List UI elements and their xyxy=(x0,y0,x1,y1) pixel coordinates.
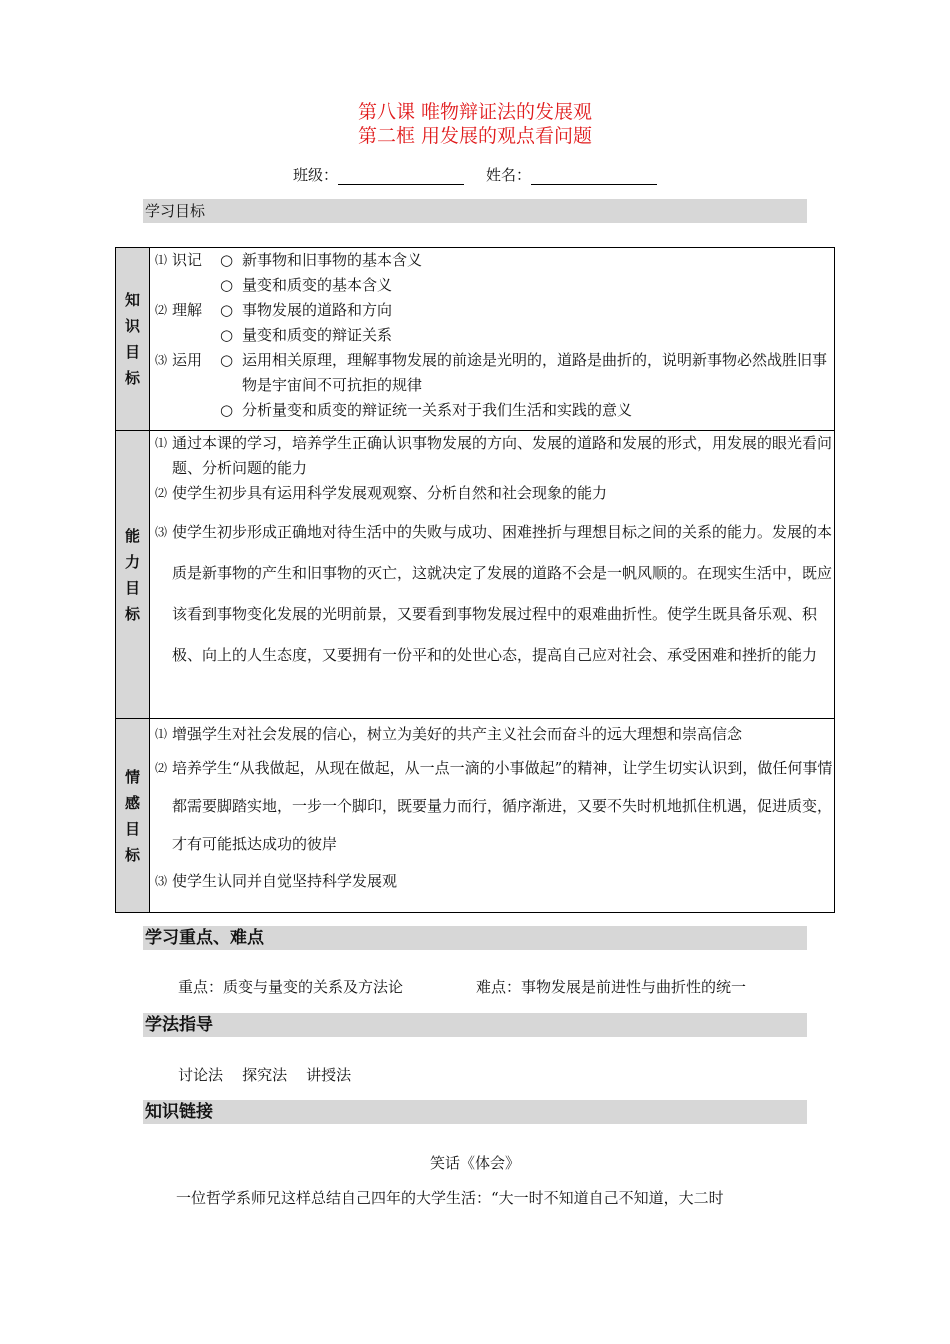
method-list: 讨论法 探究法 讲授法 xyxy=(178,1066,352,1084)
key-point-focus: 重点：质变与量变的关系及方法论 xyxy=(178,978,404,996)
class-label: 班级： xyxy=(292,166,338,184)
circle-bullet-icon: ○ xyxy=(220,401,234,419)
class-blank[interactable] xyxy=(338,168,464,185)
list-item: ○ 分析量变和质变的辩证统一关系对于我们生活和实践的意义 xyxy=(150,398,834,423)
circle-bullet-icon: ○ xyxy=(220,301,234,319)
list-item: ⑵ 使学生初步具有运用科学发展观观察、分析自然和社会现象的能力 xyxy=(154,484,608,502)
list-item: ⑴ 增强学生对社会发展的信心，树立为美好的共产主义社会而奋斗的远大理想和崇高信念 xyxy=(154,725,743,743)
story-text: 一位哲学系师兄这样总结自己四年的大学生活：“大一时不知道自己不知道，大二时 xyxy=(176,1189,724,1207)
emotion-goals-row xyxy=(116,719,835,913)
circle-bullet-icon: ○ xyxy=(220,351,234,369)
student-info-fields xyxy=(0,164,950,186)
list-item: ⑵ 培养学生“从我做起，从现在做起，从一点一滴的小事做起”的精神，让学生切实认识到，做任何事情都需要脚踏实地，一步一个脚印，既要量力而行，循序渐进，又要不失时机地抓住机遇，促进质变，才有可能抵达成功的彼岸 xyxy=(154,759,833,853)
ability-goals-row xyxy=(116,431,835,719)
list-item: ⑶ 使学生认同并自觉坚持科学发展观 xyxy=(154,872,398,890)
list-item: ○ 量变和质变的辩证关系 xyxy=(150,323,834,348)
ability-goals-content xyxy=(150,431,835,719)
list-item: ⑴ 通过本课的学习，培养学生正确认识事物发展的方向、发展的道路和发展的形式，用发展的眼光看问题、分析问题的能力 xyxy=(154,434,833,477)
story-title: 笑话《体会》 xyxy=(429,1154,520,1172)
circle-bullet-icon: ○ xyxy=(220,276,234,294)
key-point-difficulty: 难点：事物发展是前进性与曲折性的统一 xyxy=(476,978,747,996)
name-label: 姓名： xyxy=(486,166,532,184)
knowledge-goals-label: 知 识 目 标 xyxy=(116,248,150,431)
list-item: ⑶ 使学生初步形成正确地对待生活中的失败与成功、困难挫折与理想目标之间的关系的能力。发展的本质是新事物的产生和旧事物的灭亡，这就决定了发展的道路不会是一帆风顺的。在现实生活中，既应该看到事物变化发展的光明前景，又要看到事物发展过程中的艰难曲折性。使学生既具备乐观、积极、向上的人生态度，又要拥有一份平和的处世心态，提高自己应对社会、承受困难和挫折的能力 xyxy=(154,523,833,664)
objectives-header: 学习目标 xyxy=(143,199,807,223)
list-item: ⑶ 运用 ○ 运用相关原理，理解事物发展的前途是光明的，道路是曲折的，说明新事物必然战胜旧事物是宇宙间不可抗拒的规律 xyxy=(150,348,834,398)
knowledge-link-header: 知识链接 xyxy=(143,1100,807,1124)
method-header: 学法指导 xyxy=(143,1013,807,1037)
list-item: ⑴ 识记 ○ 新事物和旧事物的基本含义 xyxy=(150,248,834,273)
knowledge-goals-row xyxy=(116,248,835,431)
name-blank[interactable] xyxy=(531,168,657,185)
lesson-title: 第八课 唯物辩证法的发展观 xyxy=(357,101,593,123)
list-item: ○ 量变和质变的基本含义 xyxy=(150,273,834,298)
emotion-goals-label: 情 感 目 标 xyxy=(116,719,150,913)
circle-bullet-icon: ○ xyxy=(220,326,234,344)
section-title: 第二框 用发展的观点看问题 xyxy=(357,125,593,147)
knowledge-goals-content xyxy=(150,248,835,431)
list-item: ⑵ 理解 ○ 事物发展的道路和方向 xyxy=(150,298,834,323)
emotion-goals-content xyxy=(150,719,835,913)
ability-goals-label: 能 力 目 标 xyxy=(116,431,150,719)
circle-bullet-icon: ○ xyxy=(220,251,234,269)
objectives-table xyxy=(115,247,835,913)
key-points-header: 学习重点、难点 xyxy=(143,926,807,950)
